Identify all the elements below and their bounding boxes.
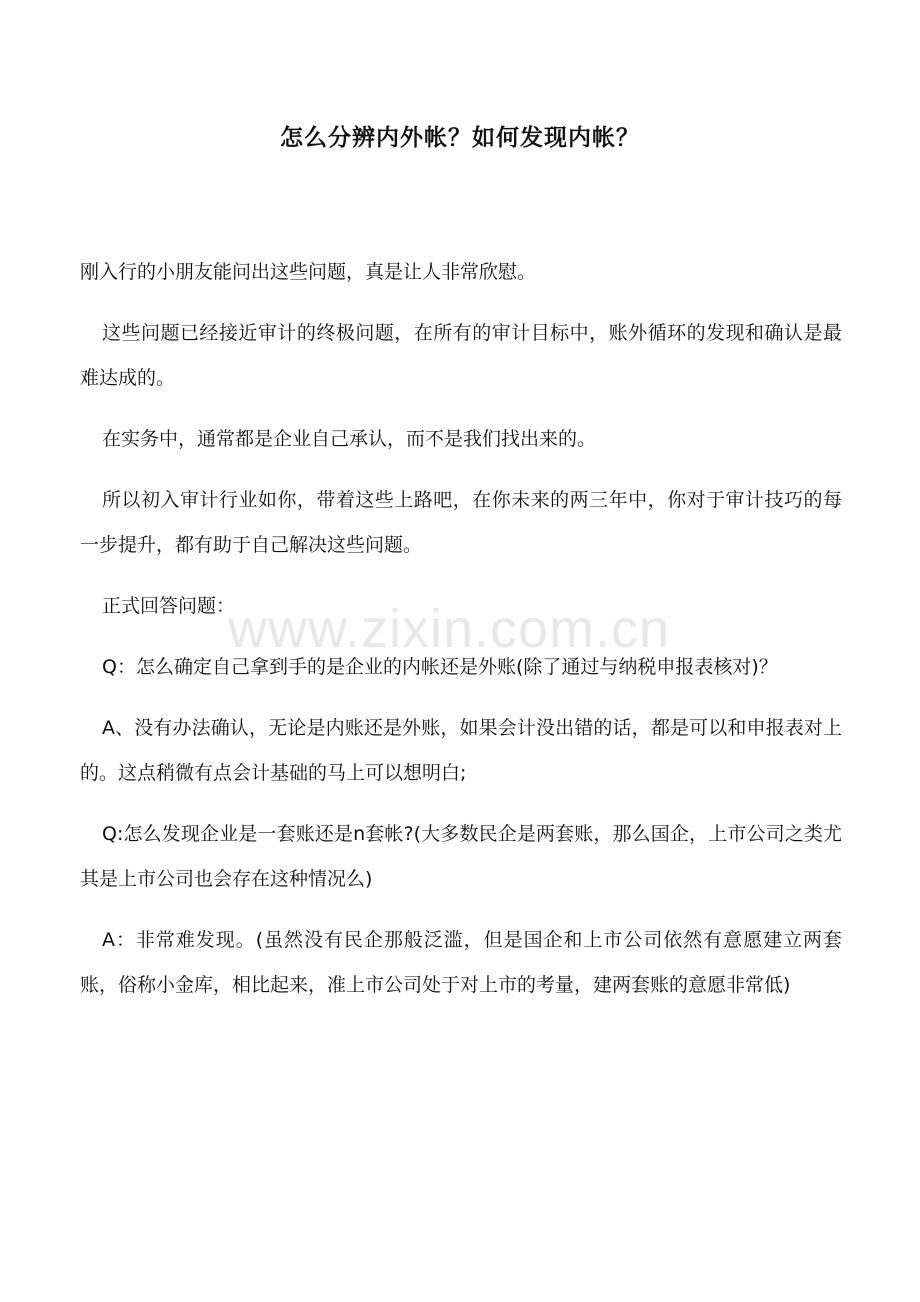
paragraph-question-1: Q：怎么确定自己拿到手的是企业的内帐还是外账(除了通过与纳税申报表核对)？	[102, 656, 778, 678]
document-body	[80, 250, 842, 1024]
paragraph-audit-question: 这些问题已经接近审计的终极问题，在所有的审计目标中，账外循环的发现和确认是最难达成的。	[80, 322, 842, 389]
paragraph-formal-answer: 正式回答问题：	[102, 595, 236, 617]
paragraph-intro: 刚入行的小朋友能问出这些问题，真是让人非常欣慰。	[80, 261, 537, 283]
paragraph-question-2: Q:怎么发现企业是一套账还是n套帐?(大多数民企是两套账，那么国企，上市公司之类尤其是上市公司也会存在这种情况么)	[80, 823, 842, 890]
watermark-text: www.zixin.com.cn	[228, 599, 671, 659]
page-title: 怎么分辨内外帐？如何发现内帐？	[280, 125, 640, 151]
paragraph-advice: 所以初入审计行业如你，带着这些上路吧，在你未来的两三年中，你对于审计技巧的每一步提升，都有助于自己解决这些问题。	[80, 489, 842, 556]
paragraph-practice: 在实务中，通常都是企业自己承认，而不是我们找出来的。	[102, 428, 597, 450]
paragraph-answer-2: A：非常难发现。(虽然没有民企那般泛滥，但是国企和上市公司依然有意愿建立两套账，俗称小金库，相比起来，准上市公司处于对上市的考量，建两套账的意愿非常低)	[80, 929, 842, 996]
paragraph-answer-1: A、没有办法确认，无论是内账还是外账，如果会计没出错的话，都是可以和申报表对上的。这点稍微有点会计基础的马上可以想明白;	[80, 717, 842, 784]
